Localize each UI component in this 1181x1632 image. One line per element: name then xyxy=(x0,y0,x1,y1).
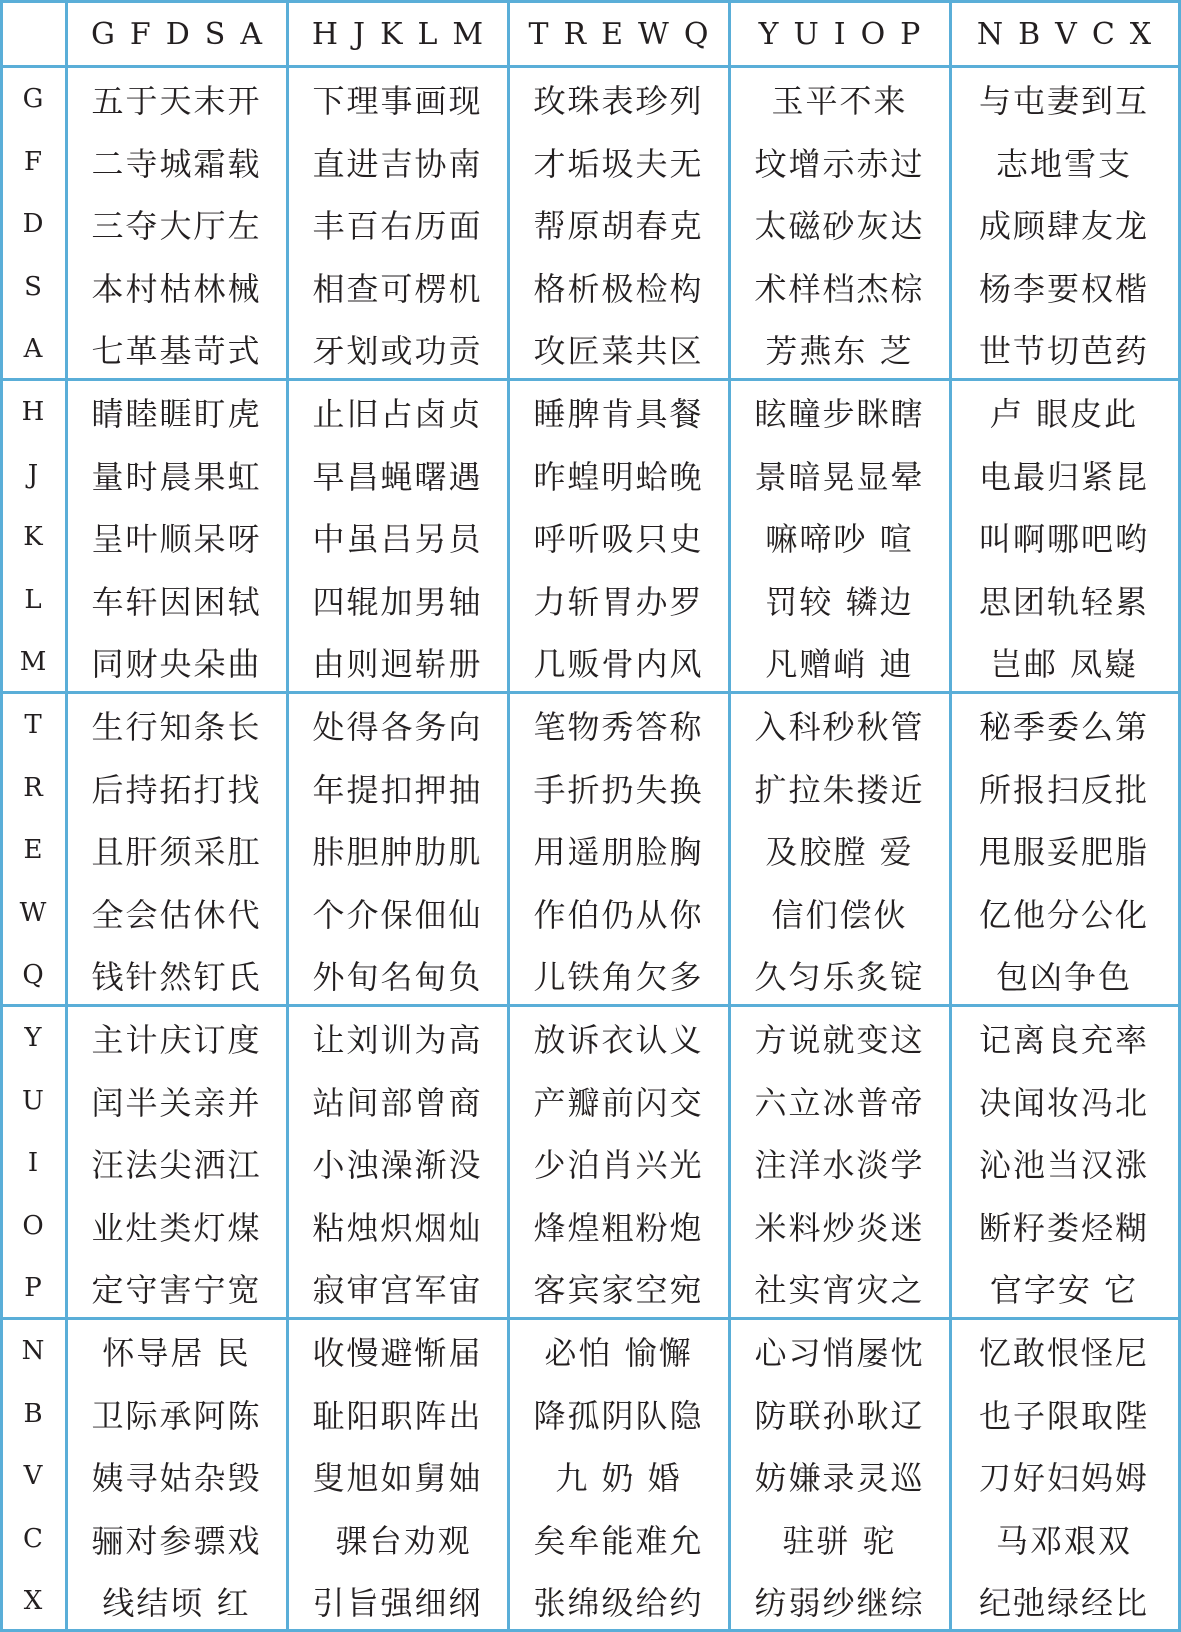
table-cell: 决闻妆冯北 xyxy=(978,1083,1149,1122)
table-cell: 由则迥崭册 xyxy=(312,645,483,684)
column-header: GFDSA xyxy=(90,16,278,52)
table-cell: 卫际承阿陈 xyxy=(91,1396,262,1435)
table-cell: 闰半关亲并 xyxy=(91,1083,262,1122)
table-cell: 格析极检构 xyxy=(533,269,704,308)
table-cell: 寂审宫军宙 xyxy=(312,1271,483,1310)
table-cell: 直进吉协南 xyxy=(312,144,483,183)
table-cell: 笔物秀答称 xyxy=(533,708,704,746)
table-cell: 心习悄屡忱 xyxy=(754,1334,925,1372)
row-key-label: Q xyxy=(22,960,44,991)
table-cell: 防联孙耿辽 xyxy=(754,1396,925,1435)
row-key-label: D xyxy=(22,209,44,240)
table-cell: 让刘训为高 xyxy=(312,1021,483,1059)
table-cell: 怀导居 民 xyxy=(102,1334,251,1372)
table-cell: 四辊加男轴 xyxy=(312,582,483,621)
table-cell: 断籽娄烃糊 xyxy=(978,1208,1149,1247)
column-header: TREWQ xyxy=(528,16,724,52)
table-cell: 入科秒秋管 xyxy=(754,708,925,746)
table-cell: 同财央朵曲 xyxy=(91,645,262,684)
row-key-label: K xyxy=(23,522,43,553)
table-cell: 也子限取陛 xyxy=(978,1396,1149,1435)
table-cell: 坟增示赤过 xyxy=(754,144,925,183)
table-cell: 后持拓打找 xyxy=(91,770,262,809)
column-header: YUIOP xyxy=(758,16,936,52)
table-cell: 外旬名甸负 xyxy=(312,958,483,997)
table-cell: 电最归紧昆 xyxy=(978,457,1149,496)
column-header: HJKLM xyxy=(311,16,499,52)
row-key-label: A xyxy=(23,334,43,365)
table-cell: 信们偿伙 xyxy=(771,895,908,934)
row-key-label: R xyxy=(23,772,43,803)
table-cell: 呼听吸只史 xyxy=(533,520,704,559)
row-key-label: H xyxy=(21,397,45,427)
table-cell: 姨寻姑杂毁 xyxy=(91,1459,262,1498)
table-cell: 小浊澡渐没 xyxy=(312,1146,483,1185)
table-cell: 止旧占卤贞 xyxy=(312,395,483,433)
table-cell: 太磁砂灰达 xyxy=(754,207,925,246)
table-cell: 汪法尖洒江 xyxy=(91,1146,262,1185)
table-cell: 扩拉朱搂近 xyxy=(754,770,925,809)
table-cell: 思团轨轻累 xyxy=(978,582,1149,621)
table-cell: 芳燕东 芝 xyxy=(765,332,914,371)
table-cell: 年提扣押抽 xyxy=(312,770,483,809)
table-cell: 攻匠菜共区 xyxy=(533,332,704,371)
row-key-label: S xyxy=(24,271,42,302)
row-key-label: P xyxy=(24,1273,42,1304)
table-cell: 眩瞳步眯瞎 xyxy=(754,395,925,433)
table-cell: 力斩胃办罗 xyxy=(533,582,704,621)
table-cell: 马邓艰双 xyxy=(995,1521,1132,1560)
row-key-label: J xyxy=(27,459,39,490)
table-cell: 全会估休代 xyxy=(91,895,262,934)
table-cell: 九 奶 婚 xyxy=(555,1459,682,1498)
table-cell: 嘛啼吵 喧 xyxy=(765,520,914,559)
table-cell: 张绵级给约 xyxy=(533,1584,704,1623)
row-key-label: X xyxy=(23,1586,43,1617)
row-key-label: Y xyxy=(24,1023,42,1053)
table-cell: 呈叶顺呆呀 xyxy=(91,520,262,559)
table-cell: 秘季委么第 xyxy=(978,708,1149,746)
table-cell: 纺弱纱继综 xyxy=(754,1584,925,1623)
table-cell: 包凶争色 xyxy=(995,958,1132,997)
row-key-label: U xyxy=(22,1085,44,1116)
table-cell: 生行知条长 xyxy=(91,708,262,746)
table-cell: 叫啊哪吧哟 xyxy=(978,520,1149,559)
table-cell: 耻阳职阵出 xyxy=(312,1396,483,1435)
table-cell: 收慢避惭届 xyxy=(312,1334,483,1372)
table-cell: 岂邮 凤嶷 xyxy=(989,645,1139,684)
table-cell: 主计庆订度 xyxy=(91,1021,262,1059)
table-cell: 纪弛绿经比 xyxy=(978,1584,1149,1623)
table-cell: 妨嫌录灵巡 xyxy=(754,1459,925,1498)
table-cell: 烽煌粗粉炮 xyxy=(533,1208,704,1247)
table-cell: 产瓣前闪交 xyxy=(533,1083,704,1122)
row-key-label: B xyxy=(23,1398,43,1429)
row-key-label: T xyxy=(24,710,42,740)
row-key-label: L xyxy=(24,584,42,615)
table-cell: 成顾肆友龙 xyxy=(978,207,1149,246)
table-cell: 定守害宁宽 xyxy=(91,1271,262,1310)
table-cell: 早昌蝇曙遇 xyxy=(312,457,483,496)
table-cell: 下理事画现 xyxy=(312,82,483,120)
row-key-label: O xyxy=(22,1210,44,1241)
table-cell: 与屯妻到互 xyxy=(978,82,1149,120)
table-cell: 线结顷 红 xyxy=(102,1584,251,1623)
table-cell: 儿铁角欠多 xyxy=(533,958,704,997)
table-cell: 刀好妇妈姆 xyxy=(978,1459,1149,1498)
table-cell: 睛睦睚盯虎 xyxy=(91,395,262,433)
table-cell: 沁池当汉涨 xyxy=(978,1146,1149,1185)
table-cell: 玫珠表珍列 xyxy=(533,82,704,120)
table-cell: 六立冰普帝 xyxy=(754,1083,925,1122)
table-cell: 骒台劝观 xyxy=(323,1521,472,1560)
table-cell: 骊对参骠戏 xyxy=(91,1521,262,1560)
table-cell: 车轩因困轼 xyxy=(91,582,262,621)
table-cell: 帮原胡春克 xyxy=(533,207,704,246)
table-cell: 卢 眼皮此 xyxy=(989,395,1139,433)
table-cell: 三夺大厅左 xyxy=(91,207,262,246)
table-cell: 社实宵灾之 xyxy=(754,1271,925,1310)
table-cell: 驻骈 驼 xyxy=(782,1521,897,1560)
table-cell: 手折扔失换 xyxy=(533,770,704,809)
row-key-label: F xyxy=(23,146,43,177)
row-key-label: V xyxy=(23,1461,43,1492)
table-cell: 志地雪支 xyxy=(995,144,1132,183)
table-cell: 方说就变这 xyxy=(754,1021,925,1059)
table-cell: 降孤阴队隐 xyxy=(533,1396,704,1435)
table-cell: 胩胆肿肋肌 xyxy=(312,833,483,872)
row-key-label: N xyxy=(21,1336,45,1366)
table-cell: 七革基苛式 xyxy=(91,332,262,371)
row-key-label: E xyxy=(23,835,43,866)
table-cell: 二寺城霜载 xyxy=(91,144,262,183)
table-cell: 凡赠峭 迪 xyxy=(765,645,914,684)
table-cell: 米料炒炎迷 xyxy=(754,1208,925,1247)
table-cell: 相查可楞机 xyxy=(312,269,483,308)
table-cell: 作伯仍从你 xyxy=(533,895,704,934)
table-cell: 站间部曾商 xyxy=(312,1083,483,1122)
table-cell: 粘烛炽烟灿 xyxy=(312,1208,483,1247)
table-cell: 矣牟能难允 xyxy=(533,1521,704,1560)
table-cell: 用遥朋脸胸 xyxy=(533,833,704,872)
column-header: NBVCX xyxy=(976,16,1167,52)
table-cell: 记离良充率 xyxy=(978,1021,1149,1059)
table-cell: 且肝须采肛 xyxy=(91,833,262,872)
table-cell: 甩服妥肥脂 xyxy=(978,833,1149,872)
table-cell: 丰百右历面 xyxy=(312,207,483,246)
table-cell: 术样档杰棕 xyxy=(754,269,925,308)
table-cell: 客宾家空宛 xyxy=(533,1271,704,1310)
row-key-label: C xyxy=(23,1523,43,1554)
table-cell: 及胶膛 爱 xyxy=(765,833,914,872)
row-key-label: I xyxy=(27,1148,39,1179)
table-cell: 所报扫反批 xyxy=(978,770,1149,809)
table-cell: 罚较 辚边 xyxy=(765,582,914,621)
table-cell: 几贩骨内风 xyxy=(533,645,704,684)
table-cell: 忆敢恨怪尼 xyxy=(978,1334,1149,1372)
table-cell: 注洋水淡学 xyxy=(754,1146,925,1185)
table-cell: 量时晨果虹 xyxy=(91,457,262,496)
table-cell: 睡脾肯具餐 xyxy=(533,395,704,433)
table-cell: 五于天末开 xyxy=(91,82,262,120)
table-cell: 引旨强细纲 xyxy=(312,1584,483,1623)
table-cell: 钱针然钉氏 xyxy=(91,958,262,997)
table-cell: 放诉衣认义 xyxy=(533,1021,704,1059)
row-key-label: W xyxy=(19,897,47,928)
table-cell: 牙划或功贡 xyxy=(312,332,483,371)
row-key-label: G xyxy=(22,84,44,114)
table-cell: 个介保佃仙 xyxy=(312,895,483,934)
table-cell: 杨李要权楷 xyxy=(978,269,1149,308)
table-cell: 处得各务向 xyxy=(312,708,483,746)
table-cell: 官字安 它 xyxy=(989,1271,1139,1310)
table-cell: 昨蝗明蛤晚 xyxy=(533,457,704,496)
table-cell: 亿他分公化 xyxy=(978,895,1149,934)
table-cell: 中虽吕另员 xyxy=(312,520,483,559)
table-cell: 久匀乐炙锭 xyxy=(754,958,925,997)
table-cell: 业灶类灯煤 xyxy=(91,1208,262,1247)
row-key-label: M xyxy=(19,647,47,678)
table-cell: 景暗晃显晕 xyxy=(754,457,925,496)
table-cell: 本村枯林械 xyxy=(91,269,262,308)
table-cell: 叟旭如舅妯 xyxy=(312,1459,483,1498)
table-cell: 才垢圾夫无 xyxy=(533,144,704,183)
table-cell: 世节切芭药 xyxy=(978,332,1149,371)
table-cell: 少泊肖兴光 xyxy=(533,1146,704,1185)
table-cell: 玉平不来 xyxy=(771,82,908,120)
table-cell: 必怕 愉懈 xyxy=(544,1334,693,1372)
